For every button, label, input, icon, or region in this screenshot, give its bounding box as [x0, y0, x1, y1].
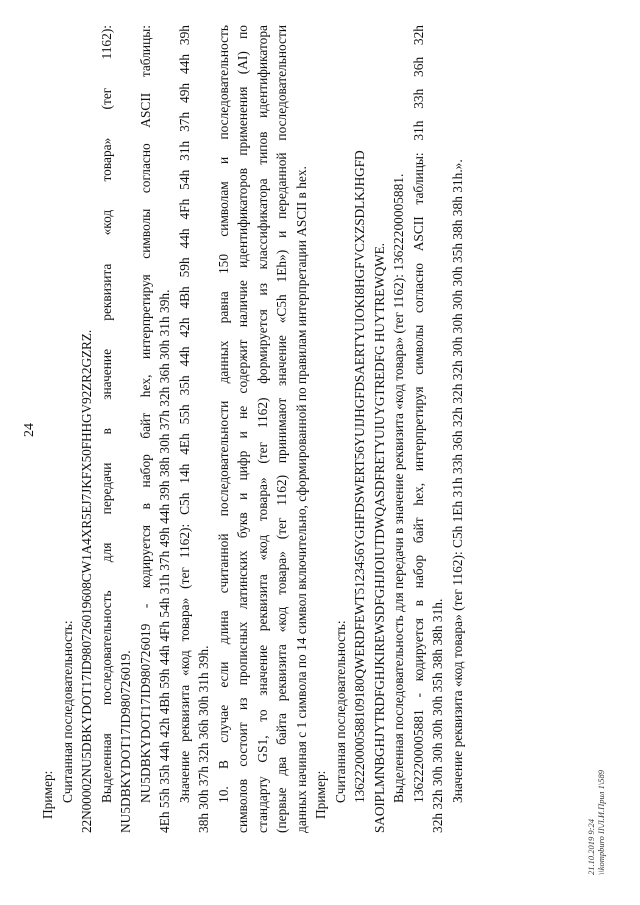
- encoding-text-2: 13622200005881 - кодируется в набор байт hex, интерпретируя символы согласно ASCII таблицы: 31h 33h 36h 32h: [410, 25, 426, 803]
- encoding-text: NU5DBKYDOT17ID980726019 - кодируется в набор байт hex, интерпретируя символы согласно ASCII таблицы:: [137, 25, 153, 803]
- attribute-value-text: Значение реквизита «код товара» (тег 1162): C5h 14h 4Eh 55h 35h 44h 42h 4Bh 59h 44h 4Fh 54h 31h 37h 49h 44h 39h: [176, 25, 192, 803]
- extracted-sequence-text: Выделенная последовательность для передачи в значение реквизита «код товара» (тег 1162):: [98, 25, 114, 803]
- rule-10-line-5: данных начиная с 1 символа по 14 символ включительно, сформированной по правилам интерпретации ASCII в hex.: [293, 166, 309, 833]
- extracted-sequence-value: NU5DBKYDOT17ID980726019.: [118, 650, 133, 833]
- attribute-value-text-2: Значение реквизита «код товара» (тег 1162): C5h 1Eh 31h 33h 36h 32h 32h 32h 30h 30h 30h 30h 35h 38h 38h 31h.».: [449, 159, 465, 803]
- rule-10-line-2: символов состоит из прописных латинских букв и цифр и не содержит наличие идентификаторов применения (AI) по: [235, 25, 250, 833]
- read-sequence-value-2a: 1362220000588109180QWERDFEWT5123456YGHFDSWERT56YUIJHGFDSAERTYUIOKI8HGFVCXZSDLKJHGFD: [352, 150, 367, 803]
- example-label: Пример:: [40, 770, 55, 819]
- attribute-value-continuation: 38h 30h 37h 32h 36h 30h 31h 39h.: [196, 645, 211, 833]
- rule-10-line-3: стандарту GS1, то значение реквизита «код товара» (тег 1162) формируется из классификатора типов идентификатора: [254, 25, 270, 833]
- rule-10-line-4: (первые два байта реквизита «код товара» (тег 1162) принимают значение «C5h 1Eh») и переданной последовательности: [274, 25, 289, 833]
- encoding-hex-bytes-2: 32h 32h 30h 30h 30h 30h 35h 38h 38h 31h.: [430, 598, 445, 833]
- document-body: [38, 25, 467, 833]
- encoding-hex-bytes: 4Eh 55h 35h 44h 42h 4Bh 59h 44h 4Fh 54h 31h 37h 49h 44h 39h 38h 30h 37h 32h 36h 30h 31h 39h.: [157, 289, 172, 833]
- print-stamp: [586, 770, 606, 875]
- print-stamp-date: 21.10.2019 9:24: [586, 819, 596, 875]
- read-sequence-label-2: Считанная последовательность:: [332, 620, 348, 803]
- read-sequence-label: Считанная последовательность:: [59, 620, 75, 803]
- read-sequence-value: 22N00002NU5DBKYDOT17ID980726019608CW1A4XR5EJ7JKFX50FHHGV92ZR2GZRZ.: [79, 329, 94, 833]
- page-number: 24: [22, 423, 37, 437]
- read-sequence-value-2b: SAOIPLMNBGHJYTRDFGHJKIREWSDFGHJIOIUTDWQASDFRETYUIUYGTREDFG HUYTREWQWE.: [371, 243, 387, 833]
- extracted-sequence-text-2: Выделенная последовательность для передачи в значение реквизита «код товара» (тег 1162): 13622200005881.: [391, 173, 406, 803]
- rule-10-paragraph: 10. В случае если длина считанной последовательности данных равна 150 символам и последовательность: [215, 25, 231, 803]
- example-label-2: Пример:: [313, 770, 328, 819]
- print-stamp-path: \\kompburo II\Л.И.Прил 1\589: [596, 769, 606, 875]
